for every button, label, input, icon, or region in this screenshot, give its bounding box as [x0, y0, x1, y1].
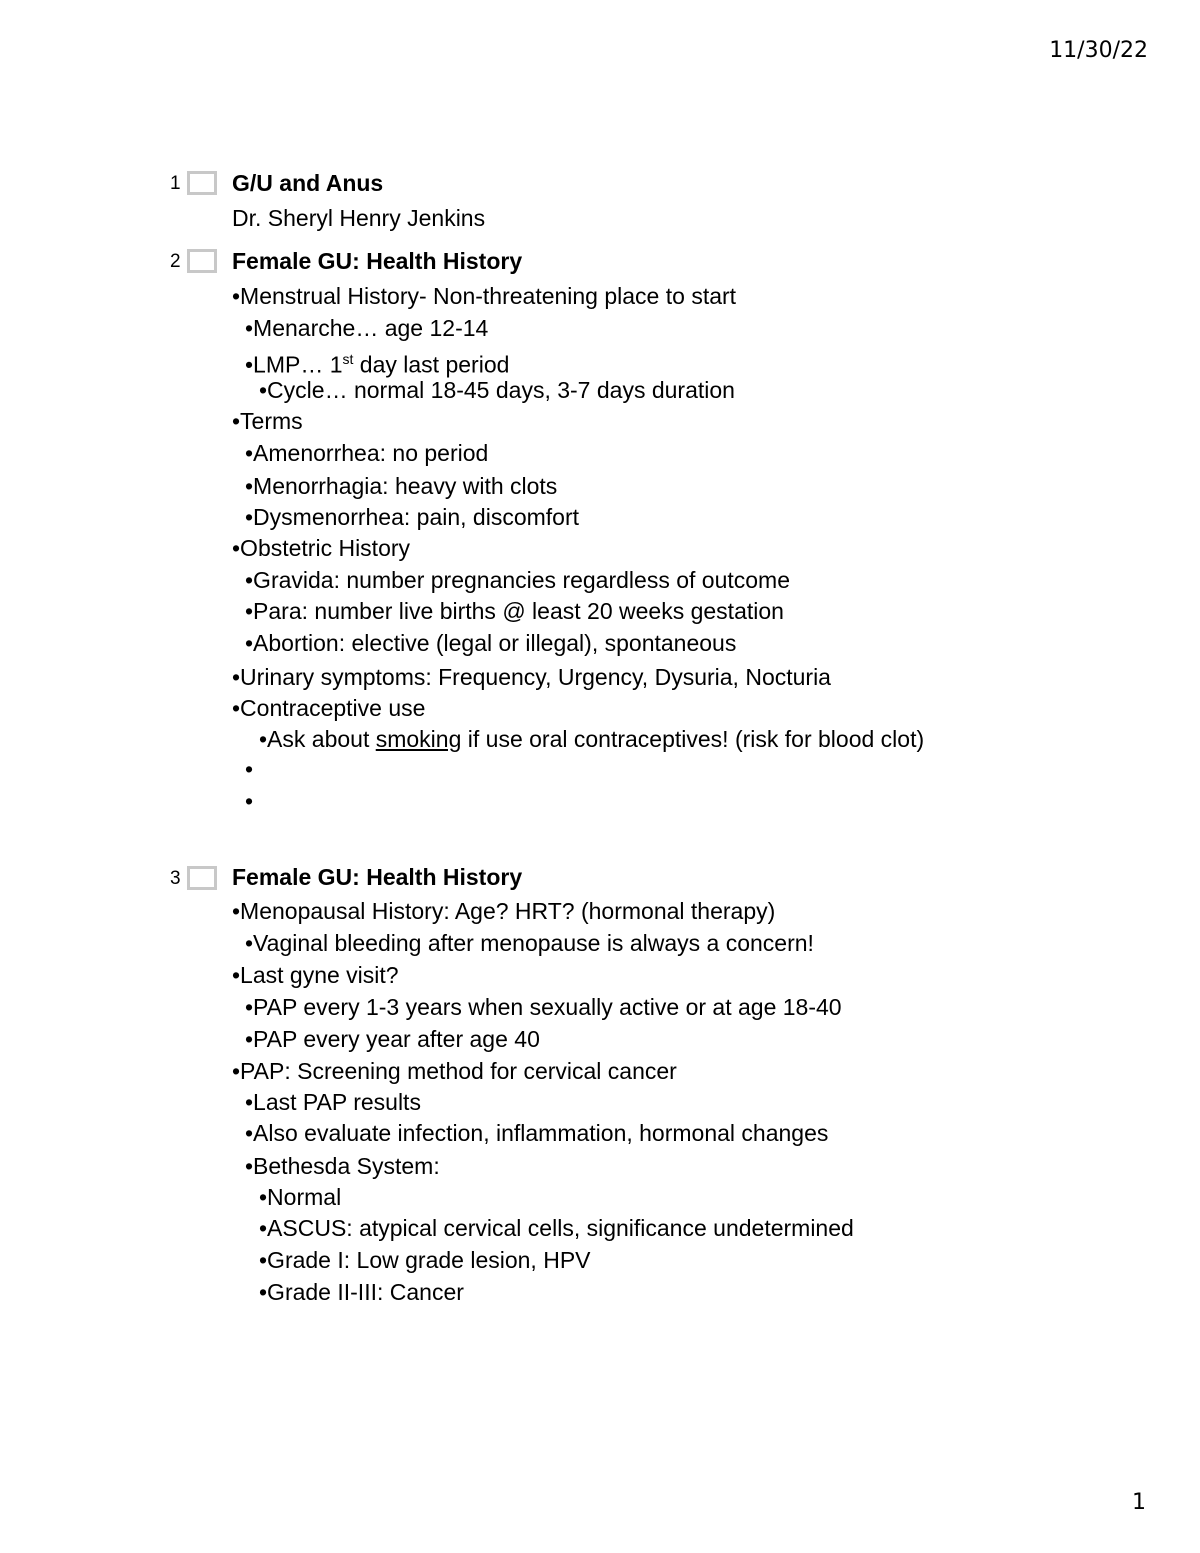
slide-number: 3 — [170, 868, 181, 889]
bullet-line: •Menarche… age 12-14 — [245, 315, 489, 341]
empty-bullet: • — [245, 756, 254, 782]
bullet-line: •PAP every 1-3 years when sexually active or at age 18-40 — [245, 994, 842, 1020]
bullet-line: •ASCUS: atypical cervical cells, significance undetermined — [259, 1215, 854, 1241]
bullet-text: •LMP… 1 — [245, 351, 343, 378]
bullet-line: •Vaginal bleeding after menopause is always a concern! — [245, 930, 814, 956]
slide-thumbnail-box — [187, 171, 217, 195]
bullet-line: •Menorrhagia: heavy with clots — [245, 473, 558, 499]
bullet-line: •Abortion: elective (legal or illegal), spontaneous — [245, 630, 737, 656]
bullet-text: day last period — [353, 351, 510, 378]
bullet-line: •Bethesda System: — [245, 1153, 440, 1179]
slide-number: 1 — [170, 173, 181, 194]
bullet-line: •Urinary symptoms: Frequency, Urgency, Dysuria, Nocturia — [232, 664, 831, 690]
bullet-line: •Cycle… normal 18-45 days, 3-7 days duration — [259, 377, 735, 403]
bullet-line: •PAP: Screening method for cervical cancer — [232, 1058, 677, 1084]
slide-title: G/U and Anus — [232, 170, 384, 196]
bullet-line: •Terms — [232, 408, 303, 434]
bullet-line — [245, 345, 509, 379]
bullet-line: •Normal — [259, 1184, 342, 1210]
bullet-line: •Menopausal History: Age? HRT? (hormonal therapy) — [232, 898, 776, 924]
bullet-line: •Para: number live births @ least 20 weeks gestation — [245, 598, 784, 624]
bullet-line: •Grade I: Low grade lesion, HPV — [259, 1247, 591, 1273]
bullet-line: •Grade II-III: Cancer — [259, 1279, 464, 1305]
slide-thumbnail-box — [187, 249, 217, 273]
bullet-text: if use oral contraceptives! (risk for blood clot) — [461, 726, 925, 752]
bullet-line: •PAP every year after age 40 — [245, 1026, 540, 1052]
bullet-line: •Dysmenorrhea: pain, discomfort — [245, 504, 580, 530]
bullet-line: •Obstetric History — [232, 535, 411, 561]
bullet-line: •Also evaluate infection, inflammation, hormonal changes — [245, 1120, 829, 1146]
bullet-line — [259, 725, 924, 753]
print-date: 11/30/22 — [1049, 38, 1148, 63]
slide-title: Female GU: Health History — [232, 864, 523, 890]
underlined-text: smoking — [375, 726, 462, 752]
slide-number: 2 — [170, 251, 181, 272]
superscript: st — [342, 351, 354, 367]
bullet-line: •Last gyne visit? — [232, 962, 399, 988]
slide-title: Female GU: Health History — [232, 248, 523, 274]
bullet-text: •Ask about — [259, 726, 376, 752]
page-number: 1 — [1132, 1490, 1146, 1515]
bullet-line: •Last PAP results — [245, 1089, 421, 1115]
empty-bullet: • — [245, 788, 254, 814]
bullet-line: •Contraceptive use — [232, 695, 426, 721]
bullet-line: •Amenorrhea: no period — [245, 440, 489, 466]
slide-thumbnail-box — [187, 866, 217, 890]
bullet-line: •Gravida: number pregnancies regardless of outcome — [245, 567, 791, 593]
bullet-line: •Menstrual History- Non-threatening place to start — [232, 283, 737, 309]
slide-subtitle: Dr. Sheryl Henry Jenkins — [232, 205, 486, 231]
